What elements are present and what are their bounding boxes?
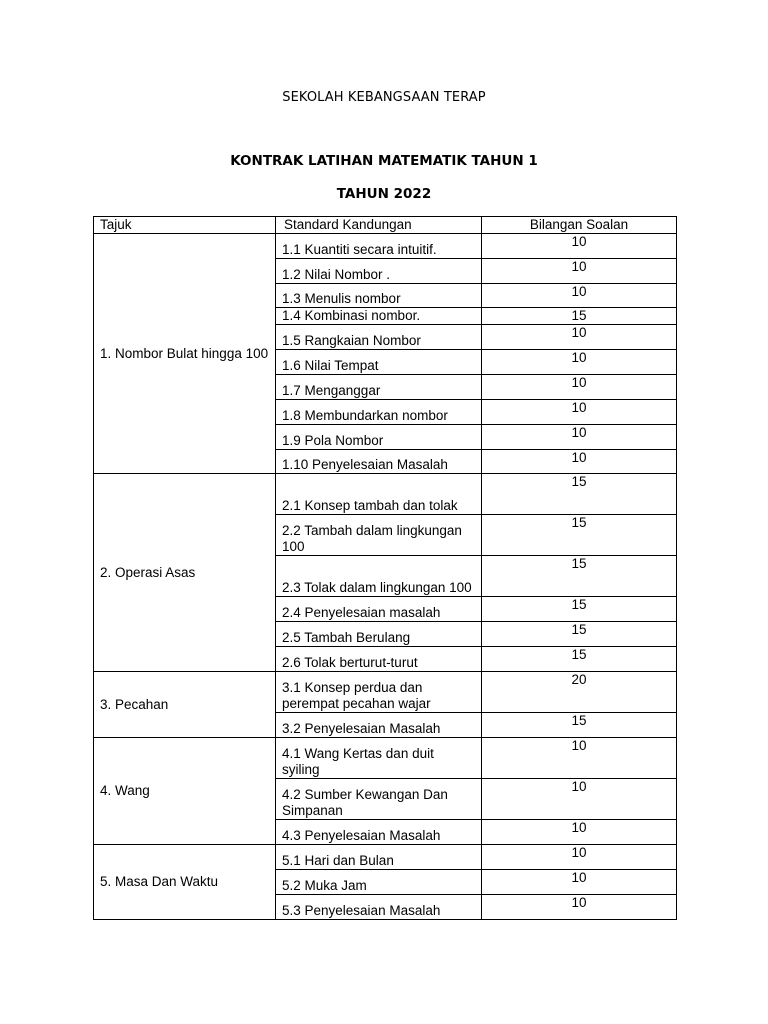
standard-cell: 4.2 Sumber Kewangan Dan Simpanan: [276, 779, 482, 820]
standard-cell: 2.3 Tolak dalam lingkungan 100: [276, 556, 482, 597]
standard-cell: 1.1 Kuantiti secara intuitif.: [276, 234, 482, 259]
standard-cell: 5.1 Hari dan Bulan: [276, 845, 482, 870]
count-cell: 10: [482, 234, 677, 259]
topic-cell: 5. Masa Dan Waktu: [94, 845, 276, 920]
count-cell: 10: [482, 375, 677, 400]
standard-cell: 2.5 Tambah Berulang: [276, 622, 482, 647]
count-cell: 10: [482, 325, 677, 350]
standard-cell: 1.7 Menganggar: [276, 375, 482, 400]
document-title: KONTRAK LATIHAN MATEMATIK TAHUN 1: [230, 153, 538, 169]
count-cell: 10: [482, 738, 677, 779]
count-cell: 15: [482, 308, 677, 325]
count-cell: 10: [482, 895, 677, 920]
topic-cell: 3. Pecahan: [94, 672, 276, 738]
count-cell: 15: [482, 622, 677, 647]
table-body: [94, 234, 677, 920]
standard-cell: 5.2 Muka Jam: [276, 870, 482, 895]
count-cell: 15: [482, 556, 677, 597]
document-year: TAHUN 2022: [336, 186, 432, 202]
standard-cell: 3.1 Konsep perdua dan perempat pecahan wajar: [276, 672, 482, 713]
count-cell: 10: [482, 259, 677, 284]
standard-cell: 5.3 Penyelesaian Masalah: [276, 895, 482, 920]
column-header-tajuk: Tajuk: [94, 217, 276, 234]
count-cell: 15: [482, 713, 677, 738]
standard-cell: 2.4 Penyelesaian masalah: [276, 597, 482, 622]
standard-cell: 3.2 Penyelesaian Masalah: [276, 713, 482, 738]
standard-cell: 2.2 Tambah dalam lingkungan 100: [276, 515, 482, 556]
standard-cell: 2.6 Tolak berturut-turut: [276, 647, 482, 672]
column-header-standard: Standard Kandungan: [276, 217, 482, 234]
topic-cell: 1. Nombor Bulat hingga 100: [94, 234, 276, 474]
count-cell: 10: [482, 350, 677, 375]
standard-cell: 1.9 Pola Nombor: [276, 425, 482, 450]
table-row: [94, 845, 677, 870]
table-row: [94, 234, 677, 259]
table-row: [94, 672, 677, 713]
table-row: [94, 738, 677, 779]
standard-cell: 1.8 Membundarkan nombor: [276, 400, 482, 425]
standard-cell: 1.2 Nilai Nombor .: [276, 259, 482, 284]
standard-cell: 2.1 Konsep tambah dan tolak: [276, 474, 482, 515]
count-cell: 10: [482, 845, 677, 870]
count-cell: 10: [482, 425, 677, 450]
count-cell: 10: [482, 820, 677, 845]
standard-cell: 1.5 Rangkaian Nombor: [276, 325, 482, 350]
count-cell: 15: [482, 474, 677, 515]
count-cell: 10: [482, 284, 677, 308]
school-name: SEKOLAH KEBANGSAAN TERAP: [282, 90, 486, 105]
count-cell: 10: [482, 400, 677, 425]
table-header-row: [94, 217, 677, 234]
column-header-bilangan: Bilangan Soalan: [482, 217, 677, 234]
standard-cell: 1.4 Kombinasi nombor.: [276, 308, 482, 325]
contract-table: [93, 216, 677, 920]
standard-cell: 1.10 Penyelesaian Masalah: [276, 450, 482, 474]
topic-cell: 2. Operasi Asas: [94, 474, 276, 672]
standard-cell: 1.6 Nilai Tempat: [276, 350, 482, 375]
count-cell: 20: [482, 672, 677, 713]
standard-cell: 1.3 Menulis nombor: [276, 284, 482, 308]
count-cell: 10: [482, 779, 677, 820]
table-row: [94, 474, 677, 515]
standard-cell: 4.1 Wang Kertas dan duit syiling: [276, 738, 482, 779]
count-cell: 10: [482, 870, 677, 895]
topic-cell: 4. Wang: [94, 738, 276, 845]
count-cell: 15: [482, 597, 677, 622]
count-cell: 10: [482, 450, 677, 474]
standard-cell: 4.3 Penyelesaian Masalah: [276, 820, 482, 845]
count-cell: 15: [482, 647, 677, 672]
count-cell: 15: [482, 515, 677, 556]
